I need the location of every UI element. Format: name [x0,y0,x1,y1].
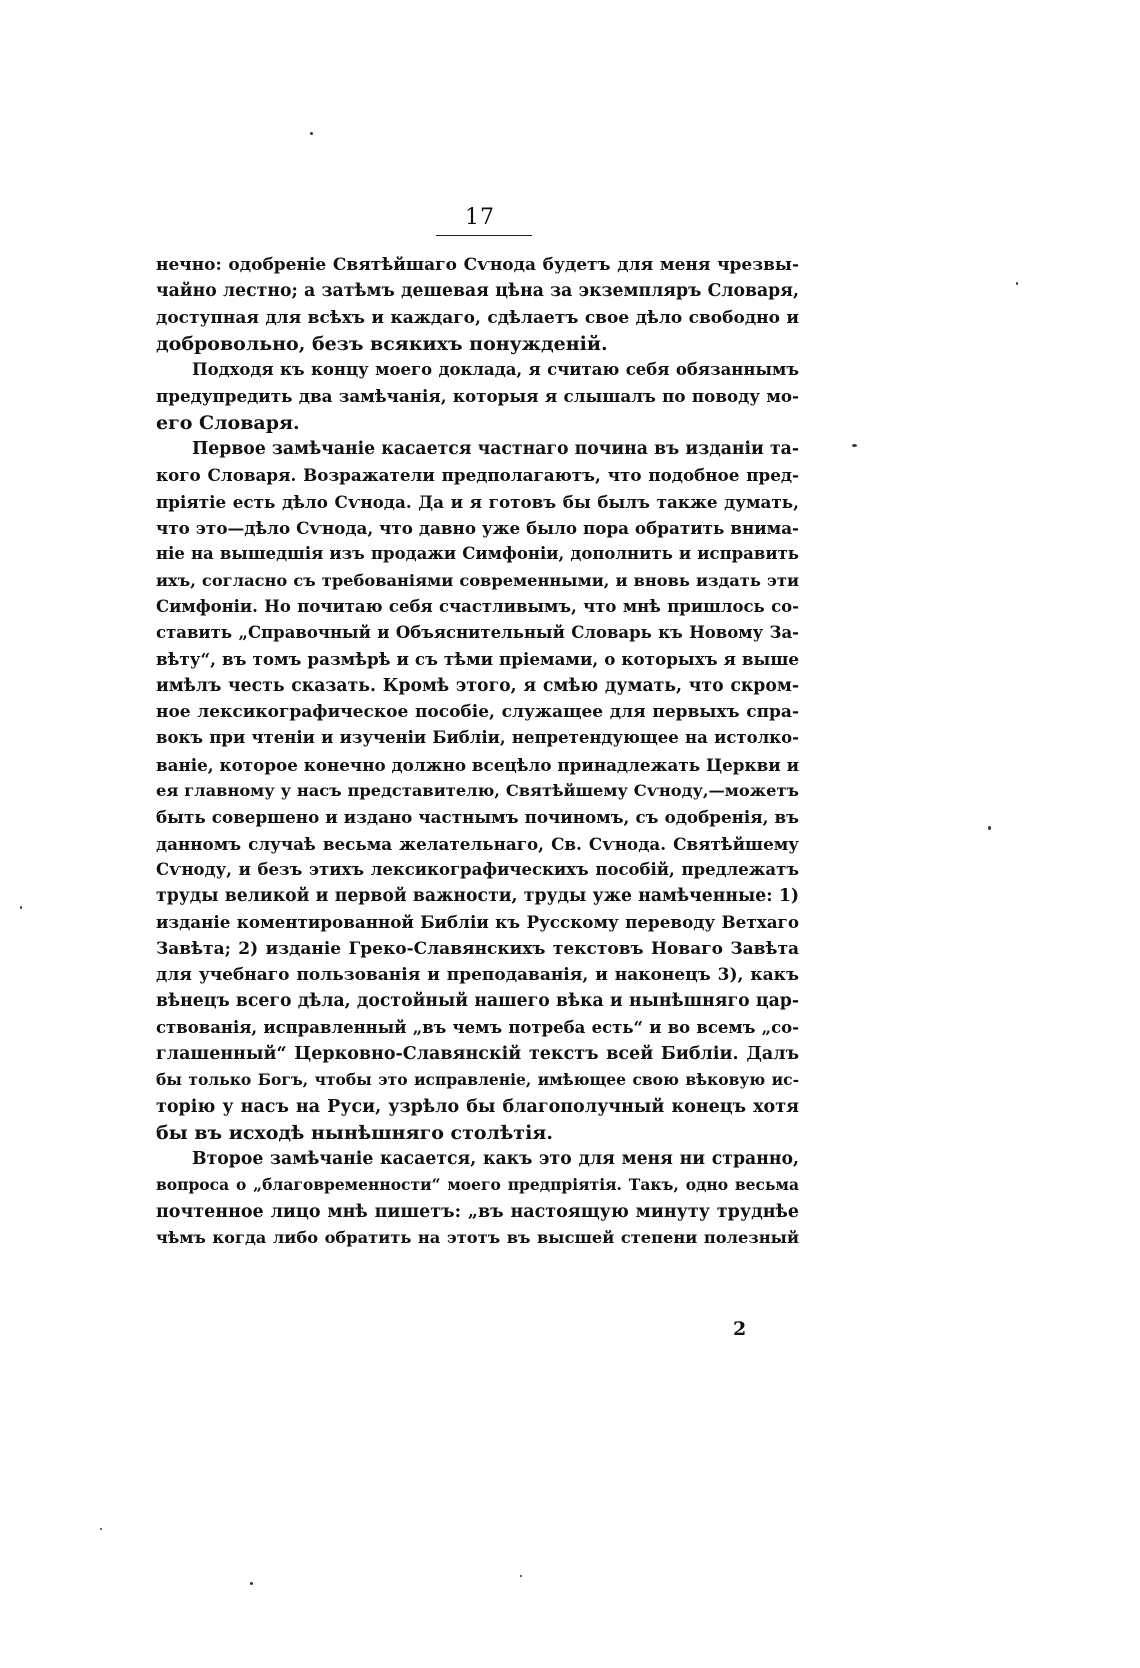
text-line: имѣлъ честь сказать. Кромѣ этого, я смѣю думать, что скром- [156,675,799,696]
text-line: данномъ случаѣ весьма желательнаго, Св. Сѵнода. Святѣйшему [156,833,799,854]
text-line: быть совершено и издано частнымъ починомъ, съ одобренія, въ [156,807,799,828]
text-line: добровольно, безъ всякихъ понужденій. [156,332,608,355]
text-line: бы въ исходѣ нынѣшняго столѣтія. [156,1121,553,1144]
text-line: вѣнецъ всего дѣла, достойный нашего вѣка и нынѣшняго цар- [156,991,799,1012]
text-line: доступная для всѣхъ и каждаго, сдѣлаетъ свое дѣло свободно и [156,307,799,328]
text-line: ставить „Справочный и Объяснительный Словарь къ Новому За- [156,623,799,643]
scan-speck [520,1575,522,1577]
text-line: его Словаря. [156,411,300,434]
text-line: ихъ, согласно съ требованіями современными, и вновь издать эти [156,570,799,590]
text-line: вѣту“, въ томъ размѣрѣ и съ тѣми пріемами, о которыхъ я выше [156,649,799,670]
text-line: Сѵноду, и безъ этихъ лексикографическихъ пособій, предлежатъ [156,859,799,879]
text-line: Симфоніи. Но почитаю себя счастливымъ, что мнѣ пришлось со- [156,596,799,616]
text-line: пріятіе есть дѣло Сѵнода. Да и я готовъ бы былъ также думать, [156,491,799,512]
scan-speck [852,444,857,447]
text-line: торію у насъ на Руси, узрѣло бы благополучный конецъ хотя [156,1096,799,1117]
text-line: кого Словаря. Возражатели предполагаютъ, что подобное пред- [156,465,799,486]
scan-speck [100,1528,102,1530]
text-line: чайно лестно; а затѣмъ дешевая цѣна за экземпляръ Словаря, [156,281,799,302]
text-line: нечно: одобреніе Святѣйшаго Сѵнода будетъ для меня чрезвы- [156,255,799,275]
page-number: 17 [465,205,495,230]
text-line: для учебнаго пользованія и преподаванія, и наконецъ 3), какъ [156,965,799,986]
text-line: вопроса о „благовременности“ моего предпріятія. Такъ, одно весьма [156,1175,799,1195]
header-rule [436,235,532,236]
text-line: предупредить два замѣчанія, которыя я слышалъ по поводу мо- [156,386,799,407]
text-line: Первое замѣчаніе касается частнаго почина въ изданіи та- [192,439,799,460]
text-line: ствованія, исправленный „въ чемъ потреба есть“ и во всемъ „со- [156,1017,799,1037]
signature-mark: 2 [733,1318,747,1340]
text-line: что это—дѣло Сѵнода, что давно уже было пора обратить внима- [156,517,799,538]
text-line: вокъ при чтеніи и изученіи Библіи, непретендующее на истолко- [156,728,799,748]
scan-speck [250,1582,253,1585]
text-line: изданіе коментированной Библіи къ Русскому переводу Ветхаго [156,912,799,933]
scan-speck [1016,282,1018,285]
text-line: ея главному у насъ представителю, Святѣйшему Сѵноду,—можетъ [156,780,799,800]
text-line: ное лексикографическое пособіе, служащее для первыхъ спра- [156,702,799,723]
text-line: чѣмъ когда либо обратить на этотъ въ высшей степени полезный [156,1227,799,1247]
scan-speck [310,132,313,135]
text-line: Подходя къ концу моего доклада, я считаю себя обязаннымъ [192,360,799,380]
text-line: ваніе, которое конечно должно всецѣло принадлежать Церкви и [156,754,799,775]
text-line: Завѣта; 2) изданіе Греко-Славянскихъ текстовъ Новаго Завѣта [156,938,799,959]
scan-speck [988,826,991,830]
text-line: Второе замѣчаніе касается, какъ это для меня ни странно, [192,1149,799,1170]
text-line: бы только Богъ, чтобы это исправленіе, имѣющее свою вѣковую ис- [156,1070,799,1090]
scan-speck [20,906,22,909]
text-line: почтенное лицо мнѣ пишетъ: „въ настоящую минуту труднѣе [156,1201,799,1222]
body-text [156,252,799,1251]
text-line: труды великой и первой важности, труды уже намѣченные: 1) [156,886,799,907]
text-line: глашенный“ Церковно-Славянскій текстъ всей Библіи. Далъ [156,1043,799,1064]
text-line: ніе на вышедшія изъ продажи Симфоніи, дополнить и исправить [156,544,799,564]
